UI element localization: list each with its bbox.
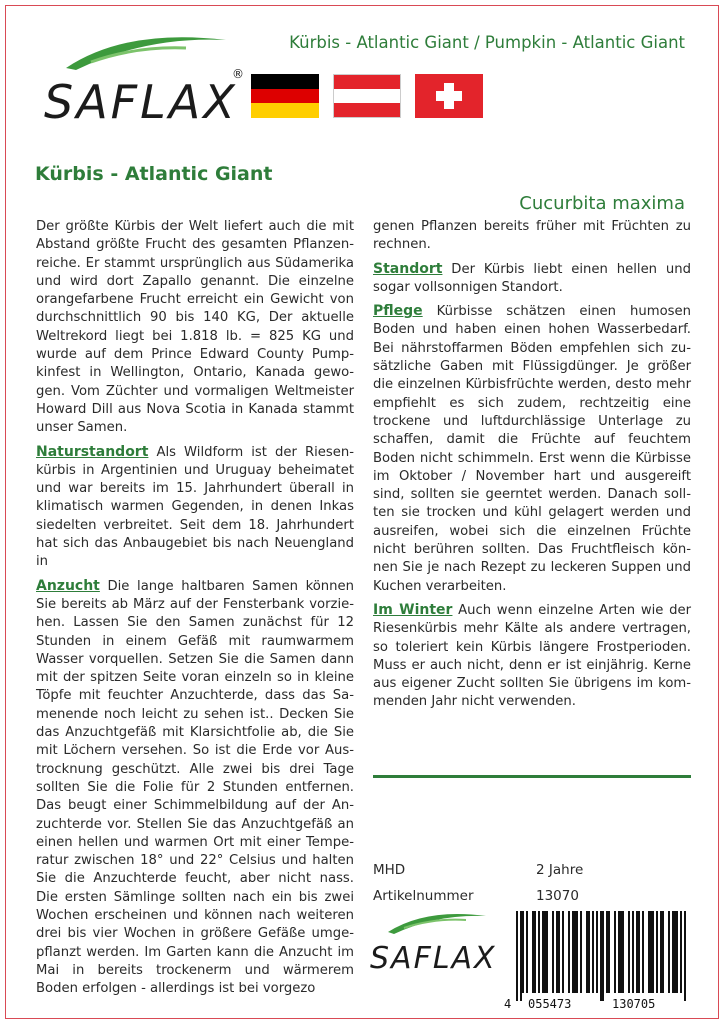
barcode-bar <box>586 911 588 993</box>
barcode-bar <box>522 911 524 993</box>
barcode-bar <box>672 911 674 993</box>
saflax-logo-bottom <box>366 906 501 978</box>
barcode-bar <box>600 911 602 1001</box>
barcode-bar <box>620 911 622 993</box>
barcode-bar <box>674 911 676 993</box>
product-title: Kürbis - Atlantic Giant <box>35 163 273 185</box>
barcode-bar <box>638 911 640 993</box>
barcode-bar <box>552 911 554 993</box>
barcode-bar <box>650 911 652 993</box>
barcode-bar <box>622 911 624 993</box>
header-title: Kürbis - Atlantic Giant / Pumpkin - Atlantic Giant <box>289 33 685 52</box>
barcode-bar <box>580 911 582 993</box>
barcode-bar <box>628 911 630 993</box>
winter-text: Auch wenn einzelne Arten wie der Riesenkürbis mehr Kälte als andere vertragen, so toleriert kein Kürbis längere Frostperioden. Muss er auch nicht, denn er ist einjährig. Kerne aus eigener Zucht sollten Sie übrigens im kommenden Jahr nicht verwenden. <box>373 602 691 710</box>
svg-text:®: ® <box>232 67 244 81</box>
botanical-name: Cucurbita maxima <box>519 193 685 214</box>
svg-text:SAFLAX: SAFLAX <box>44 75 238 128</box>
mhd-value: 2 Jahre <box>536 862 584 878</box>
barcode-digits-left: 055473 <box>528 997 572 1011</box>
switzerland-flag <box>415 74 483 118</box>
anzucht-text: Die lange haltbaren Samen können Sie bereits ab März auf der Fensterbank vorziehen. Lassen Sie den Samen zunächst für 12 Stunden in einem Gefäß mit raumwarmem Wasser vorquellen. Setzen Sie die Samen dann mit der spitzen Seite voran einzeln so in kleine Töpfe mit feuchter Anzuchterde, dass das Samenende noch leicht zu sehen ist.. Decken Sie das Anzuchtgefäß mit Klarsichtfolie ab, die Sie mit Löchern versehen. So ist die Erde vor Austrocknung geschützt. Alle zwei bis drei Tage sollten Sie die Folie für 2 Stunden entfernen. Das beugt einer Schimmelbildung auf der Anzuchterde vor. Stellen Sie das Anzuchtgefäß an einen hellen und warmen Ort mit einer Temperatur zwischen 18° und 22° Celsius und halten Sie die Anzuchterde feucht, aber nicht nass. Die ersten Sämlinge sollten nach ein bis zwei Wochen erscheinen und können nach weiteren drei bis vier Wochen in größere Gefäße umgepflanzt werden. Im Garten kann die Anzucht im Mai in bereits trockenerm und wärmerem Boden erfolgen - allerdings ist bei vorgezo <box>36 578 354 997</box>
naturstandort-heading: Naturstandort <box>36 443 149 460</box>
austria-flag <box>333 74 401 118</box>
barcode-bar <box>676 911 678 993</box>
barcode-bar <box>636 911 638 993</box>
barcode-bar <box>618 911 620 993</box>
winter-heading: Im Winter <box>373 601 453 618</box>
germany-flag <box>251 74 319 118</box>
barcode-bar <box>526 911 528 993</box>
left-column <box>36 218 354 1003</box>
barcode-bar <box>608 911 610 993</box>
barcode-bar <box>642 911 644 993</box>
barcode-bar <box>576 911 578 993</box>
barcode-bar <box>568 911 570 993</box>
barcode-bar <box>574 911 576 993</box>
barcode-bar <box>684 911 686 1001</box>
pflege-text: Kürbisse schätzen einen humosen Boden und haben einen hohen Wasserbedarf. Bei nährstoffarmen Böden empfehlen sich zusätzliche Gaben mit Flüssigdünger. Je größer die einzelnen Kürbisfrüchte werden, desto mehr empfiehlt es sich zudem, rechtzeitig eine trockene und luftdurchlässige Unterlage zu schaffen, damit die Früchte auf feuchtem Boden nicht schimmeln. Erst wenn die Kürbisse im Oktober / November hart und ausgereift sind, sollten sie geerntet werden. Danach sollten sie trocken und kühl gelagert werden und ausreifen, wobei sich die einzelnen Früchte nicht berühren sollten. Das Fruchtfleisch können Sie je nach Rezept zu leckeren Suppen und Kuchen verarbeiten. <box>373 304 691 594</box>
barcode-bar <box>680 911 682 993</box>
svg-text:SAFLAX: SAFLAX <box>370 941 497 976</box>
barcode-bar <box>546 911 548 993</box>
barcode-bar <box>532 911 534 993</box>
right-column <box>373 218 691 717</box>
barcode-bar <box>656 911 658 993</box>
barcode-bar <box>652 911 654 993</box>
article-number-value: 13070 <box>536 888 579 904</box>
barcode-bar <box>542 911 544 993</box>
barcode-bar <box>596 911 598 993</box>
anzucht-heading: Anzucht <box>36 577 100 594</box>
barcode-bar <box>534 911 536 993</box>
standort-heading: Standort <box>373 260 443 277</box>
barcode-bar <box>520 911 522 1001</box>
barcode-bar <box>572 911 574 993</box>
pflege-paragraph <box>373 302 691 596</box>
winter-paragraph <box>373 601 691 712</box>
barcode-digits-right: 130705 <box>612 997 656 1011</box>
barcode-bar <box>556 911 558 993</box>
barcode-bar <box>662 911 664 993</box>
barcode-bar <box>660 911 662 993</box>
standort-paragraph <box>373 260 691 298</box>
barcode-bar <box>544 911 546 993</box>
saflax-logo <box>36 28 251 128</box>
barcode-bar <box>602 911 604 1001</box>
barcode-digit-prefix: 4 <box>504 997 512 1011</box>
barcode-bar <box>558 911 560 993</box>
standort-text: Der Kürbis liebt einen hellen und sogar vollsonnigen Standort. <box>373 261 691 295</box>
anzucht-paragraph <box>36 577 354 999</box>
barcode-bar <box>614 911 616 993</box>
barcode-bar <box>588 911 590 993</box>
naturstandort-paragraph <box>36 443 354 572</box>
barcode-bar <box>538 911 540 993</box>
barcode-bar <box>592 911 594 993</box>
barcode-bar <box>648 911 650 993</box>
barcode <box>504 911 690 1011</box>
barcode-bar <box>668 911 670 993</box>
barcode-bar <box>632 911 634 993</box>
article-number-label: Artikelnummer <box>373 888 474 904</box>
intro-paragraph: Der größte Kürbis der Welt liefert auch die mit Abstand größte Frucht des gesamten Pflanzenreiche. Er stammt ursprünglich aus Südamerika und wird dort Zapallo genannt. Die einzelne orangefarbene Frucht erreicht ein Gewicht von durchschnittlich 90 bis 140 KG, Der aktuelle Weltrekord liegt bei 1.818 lb. = 825 KG und wurde auf dem Prince Edward County Pumpkinfest in Wellington, Ontario, Kanada gewogen. Vom Züchter und vormaligen Weltmeister Howard Dill aus Nova Scotia in Kanada stammt unser Samen. <box>36 219 354 436</box>
mhd-label: MHD <box>373 862 406 878</box>
seed-packet-back <box>5 5 719 1019</box>
naturstandort-text: Als Wildform ist der Riesenkürbis in Argentinien und Uruguay beheimatet und war bereits im 15. Jahrhundert überall in klimatisch warmen Gegenden, in denen Inkas siedelten verbreitet. Seit dem 18. Jahrhundert hat sich das Anbaugebiet bis nach Neuengland in <box>36 444 354 570</box>
anzucht-continued: genen Pflanzen bereits früher mit Früchten zu rechnen. <box>373 219 691 253</box>
barcode-bar <box>606 911 608 993</box>
pflege-heading: Pflege <box>373 303 423 320</box>
section-divider <box>373 775 691 778</box>
barcode-bar <box>516 911 518 1001</box>
barcode-bar <box>562 911 564 993</box>
